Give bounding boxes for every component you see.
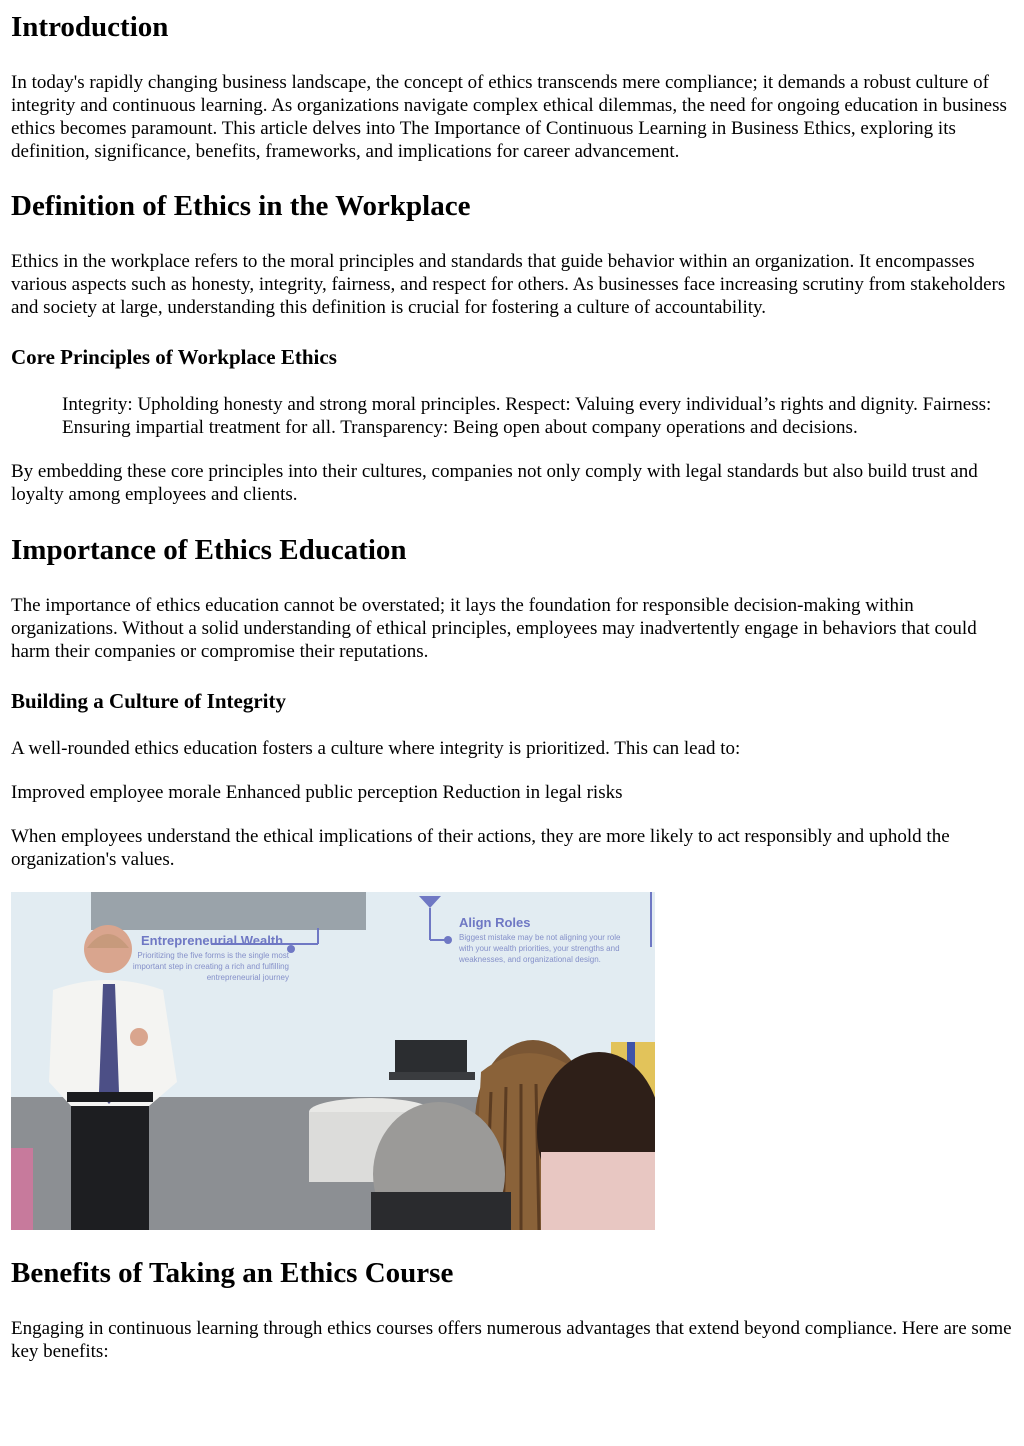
core-principles-quote: Integrity: Upholding honesty and strong moral principles. Respect: Valuing every individual’s rights and dignity. Fairness: Ensuring impartial treatment for all. Transparency: Being open about company operations and decisions. — [62, 394, 992, 438]
slide-text-right: Biggest mistake may be not aligning your role with your wealth priorities, your strengths and weaknesses, and organizational design. — [459, 933, 621, 964]
importance-paragraph: The importance of ethics education cannot be overstated; it lays the foundation for responsible decision-making within organizations. Without a solid understanding of ethical principles, employees may inadvertently engage in behaviors that could harm their companies or compromise their reputations. — [11, 595, 977, 662]
introduction-heading: Introduction — [11, 11, 169, 43]
slide-title-left: Entrepreneurial Wealth — [141, 933, 284, 948]
seminar-photo — [11, 892, 655, 1230]
culture-heading: Building a Culture of Integrity — [11, 689, 286, 713]
definition-paragraph: Ethics in the workplace refers to the moral principles and standards that guide behavior within an organization. It encompasses various aspects such as honesty, integrity, fairness, and respect for others. As businesses face increasing scrutiny from stakeholders and society at large, understanding this definition is crucial for fostering a culture of accountability. — [11, 251, 1006, 318]
importance-heading: Importance of Ethics Education — [11, 534, 407, 566]
core-principles-summary: By embedding these core principles into their cultures, companies not only comply with legal standards but also build trust and loyalty among employees and clients. — [11, 461, 978, 505]
slide-text-left: Prioritizing the five forms is the single most important step in creating a rich and fulfilling entrepreneurial journey — [132, 951, 289, 982]
benefits-heading: Benefits of Taking an Ethics Course — [11, 1257, 454, 1289]
culture-summary: When employees understand the ethical implications of their actions, they are more likely to act responsibly and uphold the organization's values. — [11, 826, 950, 870]
culture-intro: A well-rounded ethics education fosters a culture where integrity is prioritized. This can lead to: — [11, 738, 741, 759]
benefits-paragraph: Engaging in continuous learning through ethics courses offers numerous advantages that extend beyond compliance. Here are some key benefits: — [11, 1318, 1012, 1362]
core-principles-heading: Core Principles of Workplace Ethics — [11, 345, 337, 369]
definition-heading: Definition of Ethics in the Workplace — [11, 190, 471, 222]
culture-list: Improved employee morale Enhanced public perception Reduction in legal risks — [11, 782, 623, 803]
seminar-photo-illustration — [11, 892, 655, 1230]
slide-title-right: Align Roles — [459, 915, 531, 930]
introduction-paragraph: In today's rapidly changing business landscape, the concept of ethics transcends mere compliance; it demands a robust culture of integrity and continuous learning. As organizations navigate complex ethical dilemmas, the need for ongoing education in business ethics becomes paramount. This article delves into The Importance of Continuous Learning in Business Ethics, exploring its definition, significance, benefits, frameworks, and implications for career advancement. — [11, 72, 1007, 162]
